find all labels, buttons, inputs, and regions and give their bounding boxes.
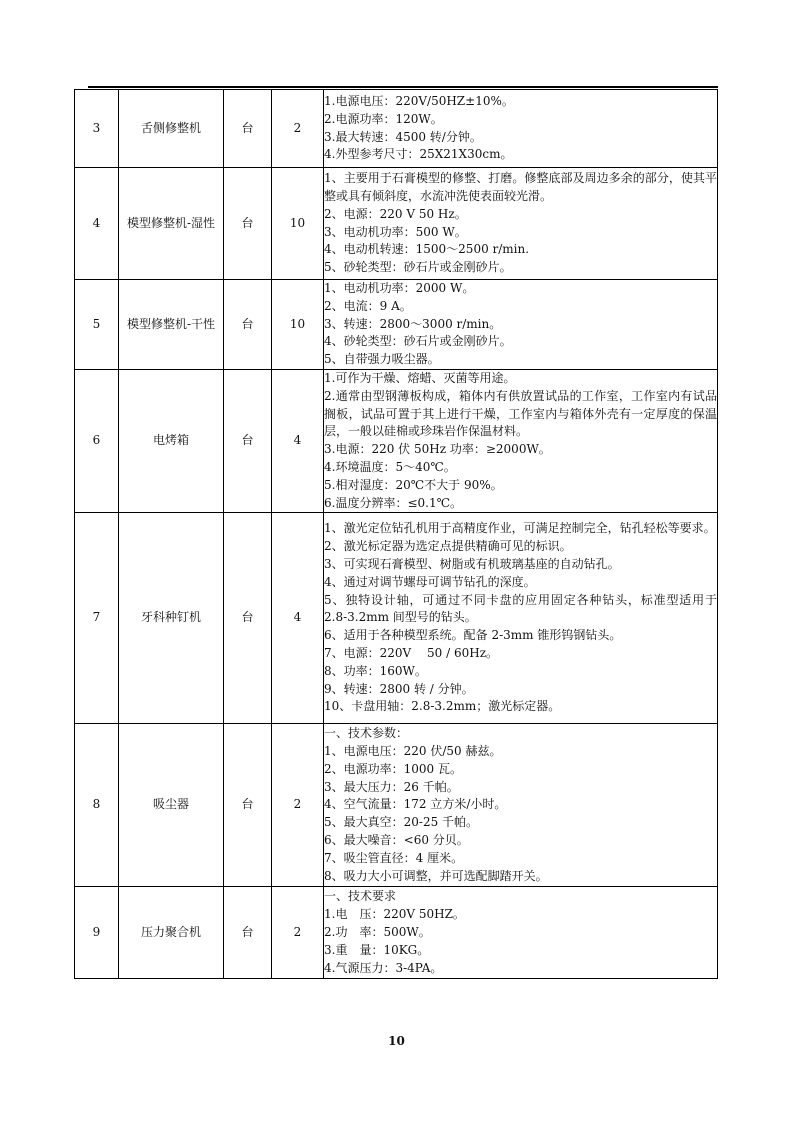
header-rule: [88, 86, 718, 88]
item-quantity-cell: 10: [272, 280, 324, 370]
item-name-cell: 舌侧修整机: [119, 90, 224, 168]
table-row: [75, 724, 718, 887]
item-unit-cell: 台: [224, 887, 272, 979]
spec-line: 3.重 量：10KG。: [324, 942, 430, 957]
item-quantity-cell: 2: [272, 724, 324, 887]
spec-line: 8、吸力大小可调整，并可选配脚踏开关。: [324, 868, 548, 883]
spec-line: 1、主要用于石膏模型的修整、打磨。修整底部及周边多余的部分，使其平整或具有倾斜度，水流冲洗使表面较光滑。: [324, 171, 717, 203]
spec-line: 3.电源：220 伏 50Hz 功率：≥2000W。: [324, 442, 551, 457]
item-spec-cell: [324, 887, 718, 979]
spec-line: 2、电源：220 V 50 Hz。: [324, 206, 467, 221]
spec-line: 3.最大转速：4500 转/分钟。: [324, 129, 482, 144]
item-spec-cell: [324, 513, 718, 724]
equipment-spec-table: [74, 89, 718, 979]
spec-line: 3、电动机功率：500 W。: [324, 224, 467, 239]
spec-line: 1、电动机功率：2000 W。: [324, 281, 475, 295]
item-number-cell: 7: [75, 513, 119, 724]
table-row: [75, 887, 718, 979]
spec-line: 3、可实现石膏模型、树脂或有机玻璃基座的自动钻孔。: [324, 557, 620, 572]
table-row: [75, 280, 718, 370]
page-number: 10: [388, 1034, 405, 1048]
spec-line: 5、最大真空：20-25 千帕。: [324, 815, 479, 830]
spec-line: 2、激光标定器为选定点提供精确可见的标识。: [324, 539, 572, 554]
item-number-cell: 6: [75, 369, 119, 512]
spec-line: 9、转速：2800 转 / 分钟。: [324, 681, 474, 696]
item-quantity-cell: 2: [272, 90, 324, 168]
item-spec-cell: [324, 168, 718, 280]
item-quantity-cell: 2: [272, 887, 324, 979]
item-number-cell: 8: [75, 724, 119, 887]
item-number-cell: 3: [75, 90, 119, 168]
item-name-cell: 牙科种钉机: [119, 513, 224, 724]
spec-line: 2.电源功率：120W。: [324, 111, 443, 126]
item-name-cell: 电烤箱: [119, 369, 224, 512]
spec-line: 5.相对湿度：20℃不大于 90%。: [324, 477, 503, 492]
spec-line: 一、技术参数：: [324, 726, 409, 741]
spec-line: 7、电源：220V 50 / 60Hz。: [324, 646, 499, 661]
spec-line: 6.温度分辨率：≤0.1℃。: [324, 495, 463, 510]
item-spec-cell: [324, 369, 718, 512]
spec-line: 5、砂轮类型：砂石片或金刚砂片。: [324, 260, 512, 275]
item-unit-cell: 台: [224, 724, 272, 887]
spec-line: 2、电流：9 A。: [324, 298, 412, 313]
spec-line: 4.环境温度：5～40℃。: [324, 459, 456, 474]
item-unit-cell: 台: [224, 90, 272, 168]
item-unit-cell: 台: [224, 280, 272, 370]
item-unit-cell: 台: [224, 513, 272, 724]
item-quantity-cell: 4: [272, 513, 324, 724]
item-number-cell: 4: [75, 168, 119, 280]
spec-line: 2.通常由型钢薄板构成，箱体内有供放置试品的工作室，工作室内有试品搁板，试品可置于其上进行干燥，工作室内与箱体外壳有一定厚度的保温层，一般以硅棉或珍珠岩作保温材料。: [324, 388, 717, 439]
spec-line: 2、电源功率：1000 瓦。: [324, 761, 462, 776]
spec-line: 1、激光定位钻孔机用于高精度作业，可满足控制完全，钻孔轻松等要求。: [324, 521, 716, 536]
spec-line: 1.可作为干燥、熔蜡、灭菌等用途。: [324, 370, 516, 385]
spec-line: 4.气源压力：3-4PA。: [324, 960, 443, 975]
item-unit-cell: 台: [224, 369, 272, 512]
item-quantity-cell: 4: [272, 369, 324, 512]
spec-line: 8、功率：160W。: [324, 663, 427, 678]
spec-line: 一、技术要求: [324, 889, 397, 904]
item-quantity-cell: 10: [272, 168, 324, 280]
spec-line: 6、适用于各种模型系统。配备 2-3mm 锥形钨钢钻头。: [324, 628, 622, 643]
spec-line: 1.电源电压：220V/50HZ±10%。: [324, 93, 514, 108]
item-spec-cell: [324, 724, 718, 887]
item-name-cell: 吸尘器: [119, 724, 224, 887]
spec-line: 2.功 率：500W。: [324, 924, 431, 939]
table-row: [75, 513, 718, 724]
spec-line: 4、空气流量：172 立方米/小时。: [324, 797, 507, 812]
item-spec-cell: [324, 280, 718, 370]
spec-line: 3、转速：2800～3000 r/min。: [324, 316, 502, 331]
spec-line: 4、电动机转速：1500～2500 r/min.: [324, 242, 530, 257]
item-spec-cell: [324, 90, 718, 168]
spec-line: 1.电 压：220V 50HZ。: [324, 907, 465, 922]
spec-line: 7、吸尘管直径：4 厘米。: [324, 850, 464, 865]
spec-line: 5、自带强力吸尘器。: [324, 352, 440, 367]
spec-table-body: [75, 90, 718, 979]
item-number-cell: 9: [75, 887, 119, 979]
item-number-cell: 5: [75, 280, 119, 370]
spec-line: 4.外型参考尺寸：25X21X30cm。: [324, 147, 513, 162]
table-row: [75, 369, 718, 512]
table-row: [75, 168, 718, 280]
item-unit-cell: 台: [224, 168, 272, 280]
item-name-cell: 模型修整机-湿性: [119, 168, 224, 280]
spec-line: 5、独特设计轴，可通过不同卡盘的应用固定各种钻头，标准型适用于 2.8-3.2mm 间型号的钻头。: [324, 592, 717, 625]
spec-line: 4、砂轮类型：砂石片或金刚砂片。: [324, 334, 512, 349]
item-name-cell: 模型修整机-干性: [119, 280, 224, 370]
spec-line: 3、最大压力：26 千帕。: [324, 779, 459, 794]
spec-line: 6、最大噪音：<60 分贝。: [324, 833, 469, 848]
spec-line: 1、电源电压：220 伏/50 赫兹。: [324, 744, 502, 759]
spec-line: 10、卡盘用轴：2.8-3.2mm；激光标定器。: [324, 699, 561, 714]
table-row: [75, 90, 718, 168]
spec-line: 4、通过对调节螺母可调节钻孔的深度。: [324, 574, 536, 589]
item-name-cell: 压力聚合机: [119, 887, 224, 979]
